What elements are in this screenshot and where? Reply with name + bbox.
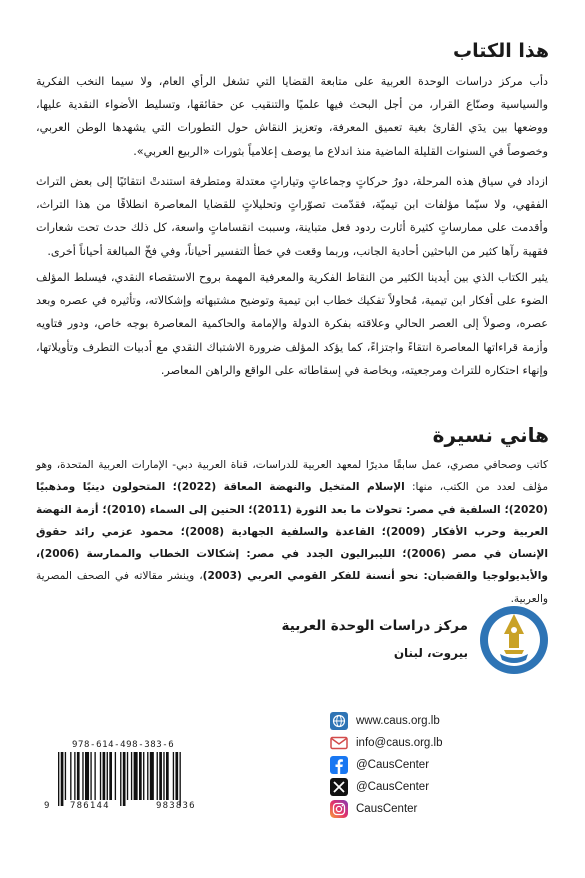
contact-instagram-text: CausCenter	[356, 803, 418, 815]
author-name: هاني نسيرة	[432, 423, 549, 447]
about-paragraph-1: دأب مركز دراسات الوحدة العربية على متابعة القضايا التي تشغل الرأي العام، ولا سيما النخب الفكرية والسياسية وصنّاع القرار، من أجل البحث فيها علميًا والتنقيب عن حقائقها، وتسليط الأضواء النقدية عليها، ووضعها بين يدَي القارئ بغية تعميق المعرفة، وتعزيز النقاش حول التطورات التي يشهدها الوطن العربي، وخصوصاً في السنوات القليلة الماضية منذ اندلاع ما يوصف إعلامياً بثورات «الربيع العربي».	[36, 75, 548, 158]
email-icon	[330, 734, 348, 752]
barcode-first-digit: 9	[44, 801, 51, 811]
barcode-group-2: 983836	[156, 801, 196, 811]
facebook-icon	[330, 756, 348, 774]
contact-x[interactable]	[330, 776, 530, 798]
contact-email[interactable]	[330, 732, 530, 754]
contact-website[interactable]	[330, 710, 530, 732]
author-bio	[36, 454, 548, 610]
contact-instagram[interactable]	[330, 798, 530, 820]
author-bio-intro: كاتب وصحافي مصري، عمل سابقًا مديرًا لمعهد العربية للدراسات، قناة العربية دبي- الإمارات العربية المتحدة، وهو مؤلف لعدد من الكتب، منها:	[36, 459, 548, 494]
instagram-icon	[330, 800, 348, 818]
contact-x-text: @CausCenter	[356, 781, 430, 793]
isbn-barcode	[36, 740, 246, 816]
about-paragraph-2: ازداد في سياق هذه المرحلة، دورُ حركاتٍ وجماعاتٍ وتياراتٍ معتدلة ومتطرفة استندتْ انتقائيًا إلى بعض التراث الفقهي، ولا سيّما مؤلفات ابن تيميّة، فقدّمت تصوّراتٍ وتحليلاتٍ للقضايا المعاصرة انطلاقًا من هذا التراث، وأقدمت على ممارساتٍ كثيرة أثارت ردود فعل متباينة، وسببت انقساماتٍ واسعة، كل ذلك حدث تحت شعارات فقهية رآها كثير من الباحثين أحادية الجانب، وربما وقعت في خطأ التفسير أحياناً، وفي فخّ المبالغة أحياناً أخرى.	[36, 175, 548, 258]
web-globe-icon	[330, 712, 348, 730]
x-twitter-icon	[330, 778, 348, 796]
publisher-text	[282, 618, 468, 660]
isbn-text: 978-614-498-383-6	[72, 740, 175, 750]
contact-email-text: info@caus.org.lb	[356, 737, 443, 749]
barcode-bars	[58, 752, 230, 806]
publisher-name: مركز دراسات الوحدة العربية	[281, 618, 468, 634]
publisher-block	[281, 604, 550, 684]
contact-facebook[interactable]	[330, 754, 530, 776]
author-works: الإسلام المتخيل والنهضة المعاقة (2022)؛ المتحولون دينيًا ومذهبيًا (2020)؛ السلفية في مصر: تحولات ما بعد الثورة (2011)؛ الحنين إلى السماء (2010)؛ أزمة النهضة العربية وحرب الأفكار (2009)؛ القاعدة والسلفية الجهادية (2008)؛ محمود عزمي رائد حقوق الإنسان في مصر (2006)؛ الليبراليون الجدد في مصر: إشكالات الخطاب والممارسة (2006)، والأيديولوجيا والقضبان: نحو أنسنة للفكر القومي العربي (2003)	[36, 481, 548, 583]
contact-website-text: www.caus.org.lb	[356, 715, 440, 727]
contact-facebook-text: @CausCenter	[356, 759, 430, 771]
contact-list	[330, 710, 530, 820]
author-bio-outro: ، وينشر مقالاته في الصحف المصرية والعربية.	[36, 570, 548, 605]
publisher-logo-icon	[478, 604, 550, 676]
about-paragraph-3: يثير الكتاب الذي بين أيدينا الكثير من النقاط الفكرية والمعرفية المهمة بروح الاستقصاء النقدي، فيسلط المؤلف الضوء على أفكار ابن تيمية، مُحاولاً تفكيك خطاب ابن تيمية وتوضيح مشتبهاته وإشكالاته، وتأثيره في عصره وبعد عصره، وصولاً إلى العصر الحالي وعلاقته بفكرة الدولة والإمامة والحاكمية المعاصرة بوجه خاص، ودور فتاويه وأزمة قراءاتها المعاصرة انتقاءً واجتزاءً، كما يؤكد المؤلف ضرورة الاشتباك النقدي مع أدبيات التطرف وتأويلاتها، وإنهاء احتكاره للتراث ومرجعيته، وبخاصة في إسقاطاته على الواقع والراهن المعاصر.	[36, 271, 548, 377]
about-heading: هذا الكتاب	[453, 40, 549, 62]
publisher-city: بيروت، لبنان	[393, 646, 468, 660]
barcode-group-1: 786144	[70, 801, 110, 811]
